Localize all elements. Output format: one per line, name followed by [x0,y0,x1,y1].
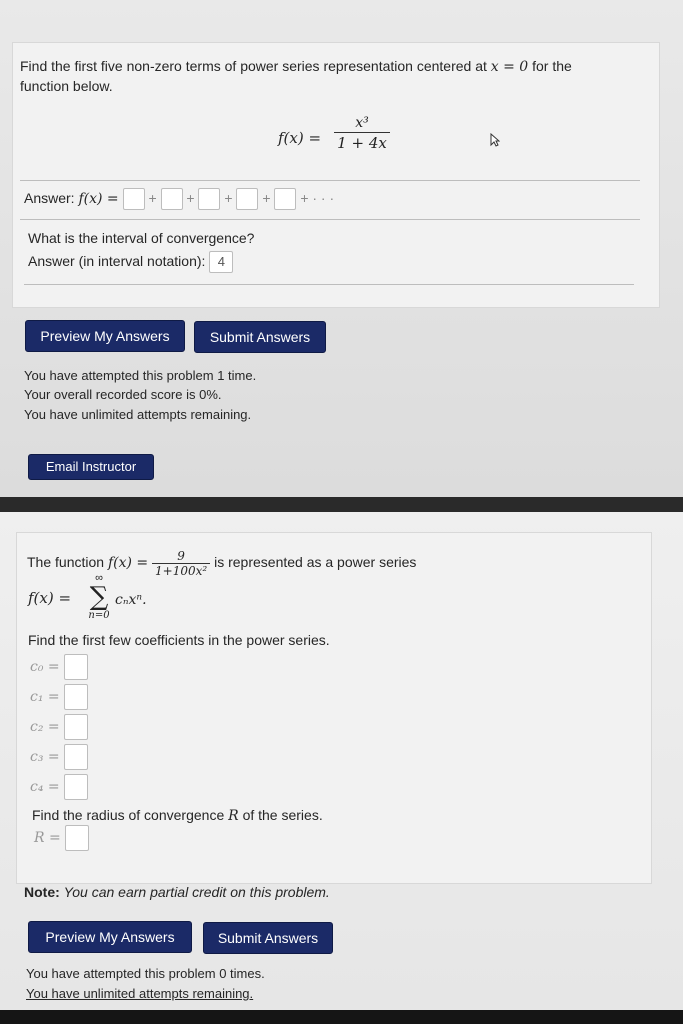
answer-row [24,188,334,210]
interval-question: What is the interval of convergence? [28,230,255,246]
answer-fx: f(x) = [78,191,119,207]
fraction-numerator: 9 [152,549,210,564]
intro-suffix: is represented as a power series [214,554,417,571]
problem-1-prompt-line2: function below. [20,78,113,94]
intro-fraction [152,549,210,578]
formula-numerator: x³ [334,114,390,133]
series-continuation: + · · · [300,190,335,206]
c0-input[interactable] [64,654,88,680]
sigma-upper: ∞ [95,572,103,584]
c2-label: c₂ = [30,719,60,735]
plus-sign: + [148,190,157,206]
divider [20,219,640,220]
fraction-denominator: 1+100x² [155,564,208,578]
attempts-status: You have attempted this problem 0 times. [26,966,265,981]
formula-fraction [334,114,390,153]
radius-prompt-text: Find the radius of convergence [32,807,225,823]
term-3-input[interactable] [198,188,220,210]
coefficient-row-1 [30,684,88,710]
c3-input[interactable] [64,744,88,770]
plus-sign: + [224,190,233,206]
note-text: You can earn partial credit on this problem. [63,884,330,900]
c2-input[interactable] [64,714,88,740]
prompt-center: x = 0 [490,59,529,75]
preview-answers-button[interactable]: Preview My Answers [28,921,192,953]
term-5-input[interactable] [274,188,296,210]
intro-prefix: The function [27,554,105,571]
email-instructor-button[interactable]: Email Instructor [28,454,154,480]
term-4-input[interactable] [236,188,258,210]
radius-prompt-suffix: of the series. [242,807,323,823]
radius-prompt [32,805,323,826]
remaining-status: You have unlimited attempts remaining. [24,407,252,422]
plus-sign: + [186,190,195,206]
preview-answers-button[interactable]: Preview My Answers [25,320,185,352]
answer-label: Answer: [24,190,75,206]
series-lhs: f(x) = [28,589,72,607]
mouse-cursor-icon [490,133,500,147]
term-1-input[interactable] [123,188,145,210]
radius-variable: R [228,808,239,824]
c0-label: c₀ = [30,659,60,675]
coefficient-prompt: Find the first few coefficients in the power series. [28,632,330,648]
note-label: Note: [24,884,60,900]
interval-label: Answer (in interval notation): [28,253,206,269]
partial-credit-note [24,882,330,902]
c1-label: c₁ = [30,689,60,705]
term-2-input[interactable] [161,188,183,210]
intro-fx: f(x) = [107,555,149,572]
problem-1-screen [0,0,683,497]
coefficient-row-4 [30,774,88,800]
c3-label: c₃ = [30,749,60,765]
radius-input[interactable] [65,825,89,851]
sigma-lower: n=0 [88,610,110,621]
divider [20,180,640,181]
divider [24,284,634,285]
c4-label: c₄ = [30,779,60,795]
score-status: Your overall recorded score is 0%. [24,387,222,402]
plus-sign: + [262,190,271,206]
coefficient-row-0 [30,654,88,680]
problem-2-screen [0,512,683,1010]
formula-lhs: f(x) = [278,129,322,147]
attempts-status: You have attempted this problem 1 time. [24,368,257,383]
sigma-icon: ∑ [89,582,109,612]
remaining-status: You have unlimited attempts remaining. [26,986,254,1001]
formula-denominator: 1 + 4x [337,134,387,152]
prompt-suffix: for the [532,58,572,74]
interval-input[interactable]: 4 [209,251,233,273]
summation [82,572,116,622]
bottom-bezel [0,1010,683,1024]
submit-answers-button[interactable]: Submit Answers [203,922,333,954]
radius-label: R = [34,830,61,846]
prompt-text: Find the first five non-zero terms of power series representation centered at [20,58,487,74]
problem-1-prompt [20,56,572,77]
c1-input[interactable] [64,684,88,710]
series-term: cₙxⁿ. [115,592,147,608]
coefficient-row-2 [30,714,88,740]
coefficient-row-3 [30,744,88,770]
radius-row [34,825,89,851]
screen-separator [0,497,683,512]
interval-answer-row [28,251,233,273]
c4-input[interactable] [64,774,88,800]
submit-answers-button[interactable]: Submit Answers [194,321,326,353]
